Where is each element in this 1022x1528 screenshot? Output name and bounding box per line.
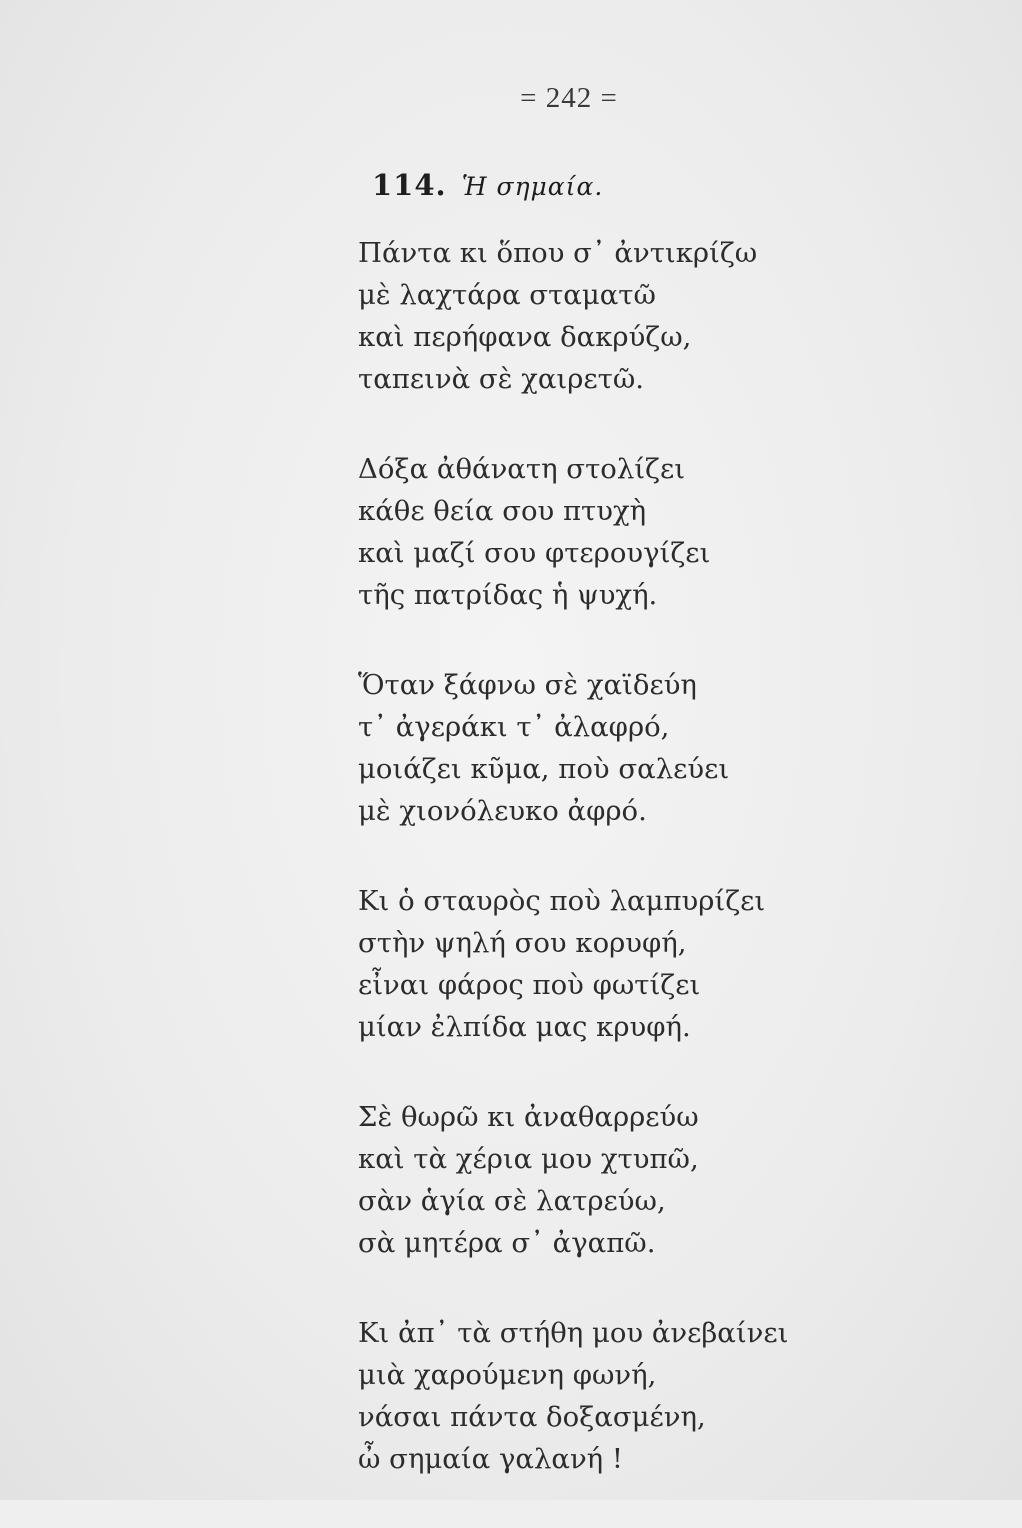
poem-line: μοιάζει κῦμα, ποὺ σαλεύει: [358, 753, 730, 785]
poem-line: Κι ἀπ᾽ τὰ στήθη μου ἀνεβαίνει: [358, 1317, 789, 1349]
poem-line: μίαν ἐλπίδα μας κρυφή.: [358, 1011, 691, 1043]
poem-heading: [372, 168, 603, 202]
poem-body: [358, 232, 958, 1528]
poem-line: νάσαι πάντα δοξασμένη,: [358, 1401, 706, 1433]
poem-line: ταπεινὰ σὲ χαιρετῶ.: [358, 363, 644, 395]
poem-line: ὦ σημαία γαλανή !: [358, 1443, 623, 1475]
stanza: [358, 1312, 958, 1480]
stanza: [358, 664, 958, 832]
poem-line: Πάντα κι ὅπου σ᾽ ἀντικρίζω: [358, 237, 758, 269]
page-number: = 242 =: [520, 82, 618, 114]
poem-line: εἶναι φάρος ποὺ φωτίζει: [358, 969, 701, 1001]
poem-line: μὲ λαχτάρα σταματῶ: [358, 279, 656, 311]
poem-line: μὲ χιονόλευκο ἀφρό.: [358, 795, 647, 827]
poem-line: σὰ μητέρα σ᾽ ἀγαπῶ.: [358, 1227, 656, 1259]
poem-line: στὴν ψηλή σου κορυφή,: [358, 927, 687, 959]
stanza: [358, 448, 958, 616]
poem-number: 114.: [372, 168, 447, 202]
poem-line: Σὲ θωρῶ κι ἀναθαρρεύω: [358, 1101, 699, 1133]
stanza: [358, 232, 958, 400]
poem-line: κάθε θεία σου πτυχὴ: [358, 495, 647, 527]
poem-line: Κι ὁ σταυρὸς ποὺ λαμπυρίζει: [358, 885, 766, 917]
poem-line: Δόξα ἀθάνατη στολίζει: [358, 453, 685, 485]
poem-line: σὰν ἁγία σὲ λατρεύω,: [358, 1185, 666, 1217]
poem-title: Ἡ σημαία.: [461, 172, 604, 201]
poem-line: Ὅταν ξάφνω σὲ χαϊδεύη: [358, 669, 697, 701]
stanza: [358, 1096, 958, 1264]
poem-line: τ᾽ ἀγεράκι τ᾽ ἀλαφρό,: [358, 711, 670, 743]
poem-line: καὶ τὰ χέρια μου χτυπῶ,: [358, 1143, 699, 1175]
poem-line: τῆς πατρίδας ἡ ψυχή.: [358, 579, 658, 611]
poem-line: καὶ μαζί σου φτερουγίζει: [358, 537, 711, 569]
stanza: [358, 880, 958, 1048]
poem-line: καὶ περήφανα δακρύζω,: [358, 321, 692, 353]
poem-line: μιὰ χαρούμενη φωνή,: [358, 1359, 657, 1391]
